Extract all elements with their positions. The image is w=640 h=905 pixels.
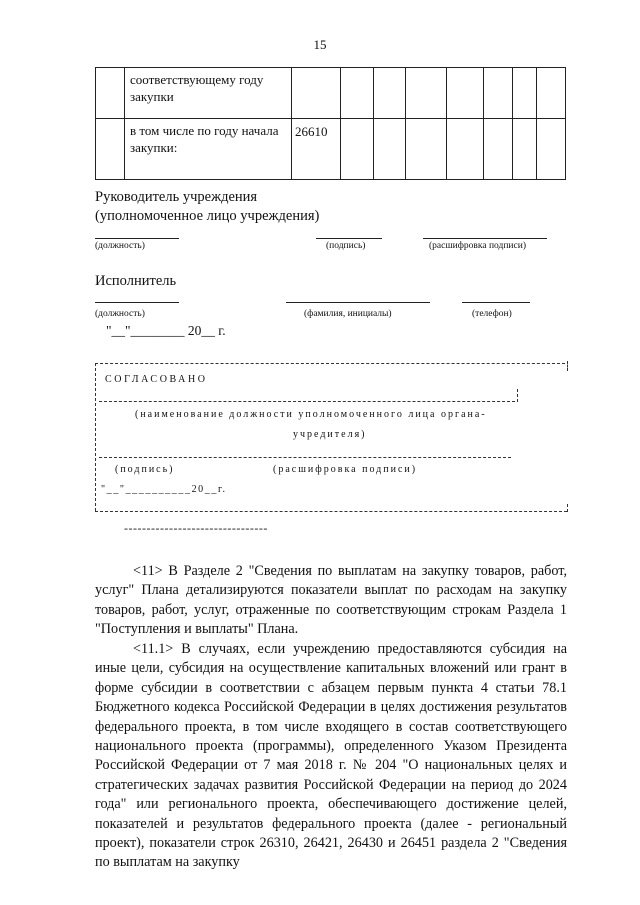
signature-line xyxy=(316,238,382,239)
table-row xyxy=(96,68,566,119)
data-table xyxy=(95,67,566,180)
footnote-11: <11> В Разделе 2 "Сведения по выплатам на закупку товаров, работ, услуг" Плана детализируются показатели выплат по расходам на закупку товаров, работ, услуг, отраженные по соответствующим строкам Раздела 1 "Поступления и выплаты" Плана. xyxy=(95,563,567,638)
caption-name: (фамилия, инициалы) xyxy=(304,309,392,319)
approval-caption-signature: (подпись) xyxy=(115,464,175,475)
approval-date: "__"__________20__г. xyxy=(101,484,227,495)
caption-signature: (подпись) xyxy=(326,241,366,251)
row-label: соответствующему году закупки xyxy=(125,68,292,119)
caption-position2: (должность) xyxy=(95,309,145,319)
row-code: 26610 xyxy=(292,119,341,180)
page-number: 15 xyxy=(313,37,327,52)
position-line xyxy=(95,238,179,239)
caption-phone: (телефон) xyxy=(472,309,512,319)
caption-decoding: (расшифровка подписи) xyxy=(429,241,526,251)
approval-caption-decoding: (расшифровка подписи) xyxy=(273,464,418,475)
head-title: Руководитель учреждения xyxy=(95,189,258,205)
approval-caption-2: учредителя) xyxy=(293,429,367,440)
table-row xyxy=(96,119,566,180)
row-code xyxy=(292,68,341,119)
approval-title: СОГЛАСОВАНО xyxy=(105,374,208,385)
executor-phone-line xyxy=(462,302,530,303)
executor-name-line xyxy=(286,302,430,303)
caption-position: (должность) xyxy=(95,241,145,251)
executor-position-line xyxy=(95,302,179,303)
executor-title: Исполнитель xyxy=(95,273,177,289)
head-subtitle: (уполномоченное лицо учреждения) xyxy=(95,208,320,224)
footnote-11-1: <11.1> В случаях, если учреждению предоставляются субсидия на иные цели, субсидия на осуществление капитальных вложений или грант в форме субсидии в соответствии с абзацем первым пункта 4 статьи 78.1 Бюджетного кодекса Российской Федерации в целях достижения результатов федерального проекта, в том числе входящего в состав соответствующего национального проекта (программы), определенного Указом Президента Российской Федерации от 7 мая 2018 г. № 204 "О национальных целях и стратегических задачах развития Российской Федерации на период до 2024 года" или регионального проекта, обеспечивающего достижение целей, показателей и результатов федерального проекта (далее - региональный проект), показатели строк 26310, 26421, 26430 и 26451 раздела 2 "Сведения по выплатам на закупку xyxy=(95,641,567,871)
approval-box xyxy=(95,358,570,514)
row-label: в том числе по году начала закупки: xyxy=(125,119,292,180)
decoding-line xyxy=(423,238,547,239)
approval-caption-1: (наименование должности уполномоченного лица органа- xyxy=(135,409,487,420)
date-line: "__"________ 20__ г. xyxy=(106,323,226,338)
footnote-separator: -------------------------------- xyxy=(124,521,268,535)
